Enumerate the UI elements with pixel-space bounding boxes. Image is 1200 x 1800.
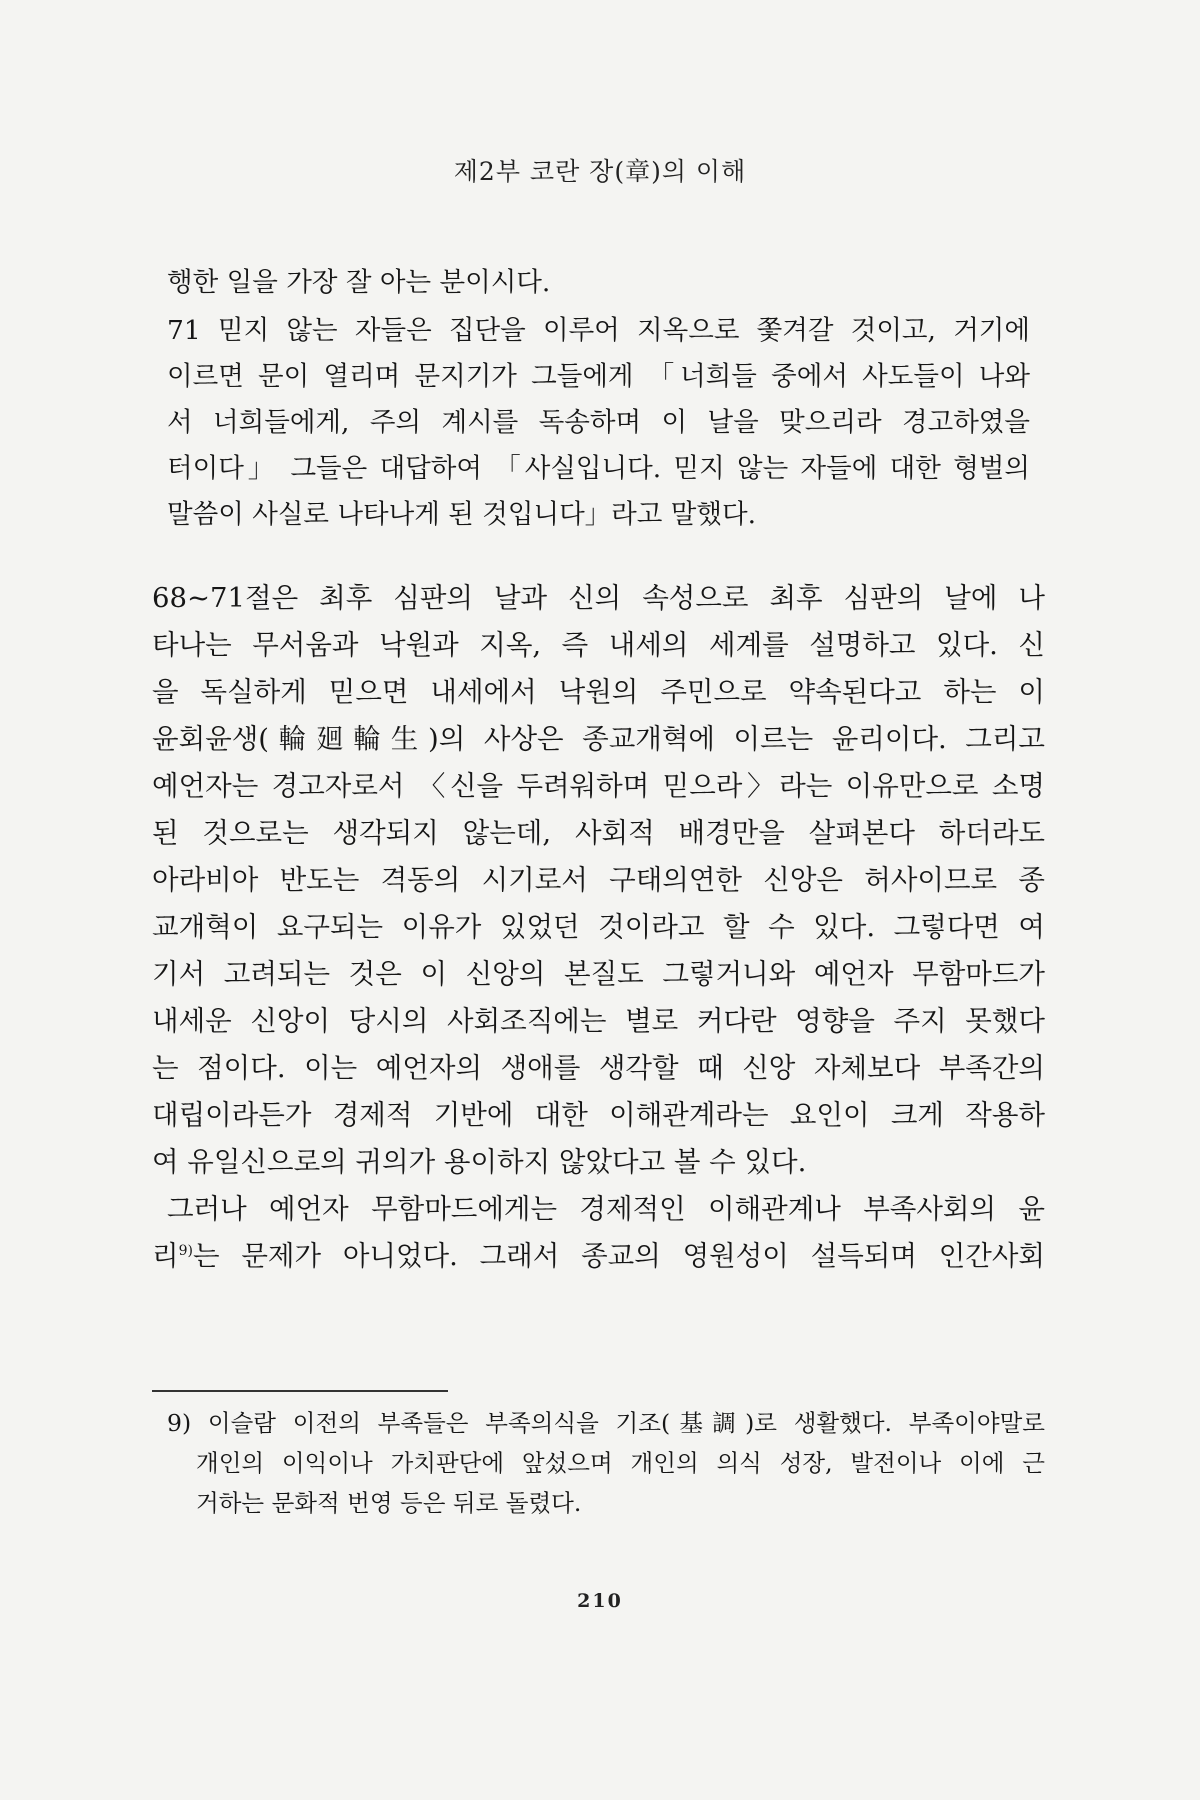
- verse-line: 터이다」 그들은 대답하여 「사실입니다. 믿지 않는 자들에 대한 형벌의: [167, 453, 1030, 484]
- paragraph-line: 그러나 예언자 무함마드에게는 경제적인 이해관계나 부족사회의 윤: [167, 1193, 1045, 1225]
- verse-line: 서 너희들에게, 주의 계시를 독송하며 이 날을 맞으리라 경고하였을: [167, 407, 1030, 438]
- paragraph-line: 예언자는 경고자로서 〈신을 두려워하며 믿으라〉라는 이유만으로 소명: [152, 770, 1045, 802]
- running-head: 제2부 코란 장(章)의 이해: [453, 157, 747, 186]
- paragraph-line: 기서 고려되는 것은 이 신앙의 본질도 그렇거니와 예언자 무함마드가: [152, 958, 1045, 990]
- paragraph-line: 된 것으로는 생각되지 않는데, 사회적 배경만을 살펴본다 하더라도: [152, 817, 1045, 849]
- paragraph-line: 교개혁이 요구되는 이유가 있었던 것이라고 할 수 있다. 그렇다면 여: [152, 911, 1045, 943]
- footnote-mark: 9): [167, 1409, 192, 1437]
- footnote-line: 9) 이슬람 이전의 부족들은 부족의식을 기조(基調)로 생활했다. 부족이야말로: [167, 1409, 1045, 1437]
- verse-line: 행한 일을 가장 잘 아는 분이시다.: [167, 267, 551, 298]
- footnote-line: 거하는 문화적 번영 등은 뒤로 돌렸다.: [196, 1489, 582, 1517]
- footnote-line: 개인의 이익이나 가치판단에 앞섰으며 개인의 의식 성장, 발전이나 이에 근: [196, 1449, 1045, 1477]
- paragraph-line: 윤회윤생(輪廻輪生)의 사상은 종교개혁에 이르는 윤리이다. 그리고: [152, 723, 1045, 755]
- footnote-divider: [152, 1390, 448, 1392]
- footnote-reference[interactable]: 9): [178, 1243, 193, 1259]
- paragraph-line: 대립이라든가 경제적 기반에 대한 이해관계라는 요인이 크게 작용하: [152, 1099, 1045, 1131]
- verse-line: 71 믿지 않는 자들은 집단을 이루어 지옥으로 쫓겨갈 것이고, 거기에: [167, 315, 1030, 346]
- paragraph-line: 는 점이다. 이는 예언자의 생애를 생각할 때 신앙 자체보다 부족간의: [152, 1052, 1045, 1084]
- paragraph-line: 을 독실하게 믿으면 내세에서 낙원의 주민으로 약속된다고 하는 이: [152, 676, 1045, 708]
- verse-number: 71: [167, 315, 201, 346]
- paragraph-line: 타나는 무서움과 낙원과 지옥, 즉 내세의 세계를 설명하고 있다. 신: [152, 629, 1045, 661]
- page-number: 210: [577, 1590, 623, 1612]
- paragraph-line: 68~71절은 최후 심판의 날과 신의 속성으로 최후 심판의 날에 나: [152, 582, 1045, 614]
- paragraph-line: 아라비아 반도는 격동의 시기로서 구태의연한 신앙은 허사이므로 종: [152, 864, 1045, 896]
- verse-line: 이르면 문이 열리며 문지기가 그들에게 「너희들 중에서 사도들이 나와: [167, 361, 1030, 392]
- paragraph-line: 내세운 신앙이 당시의 사회조직에는 별로 커다란 영향을 주지 못했다: [152, 1005, 1045, 1037]
- paragraph-line: 여 유일신으로의 귀의가 용이하지 않았다고 볼 수 있다.: [152, 1146, 807, 1178]
- verse-line: 말씀이 사실로 나타나게 된 것입니다」라고 말했다.: [167, 499, 757, 530]
- paragraph-line: 리$^{9)}$는 문제가 아니었다. 그래서 종교의 영원성이 설득되며 인간사회: [152, 1240, 1045, 1272]
